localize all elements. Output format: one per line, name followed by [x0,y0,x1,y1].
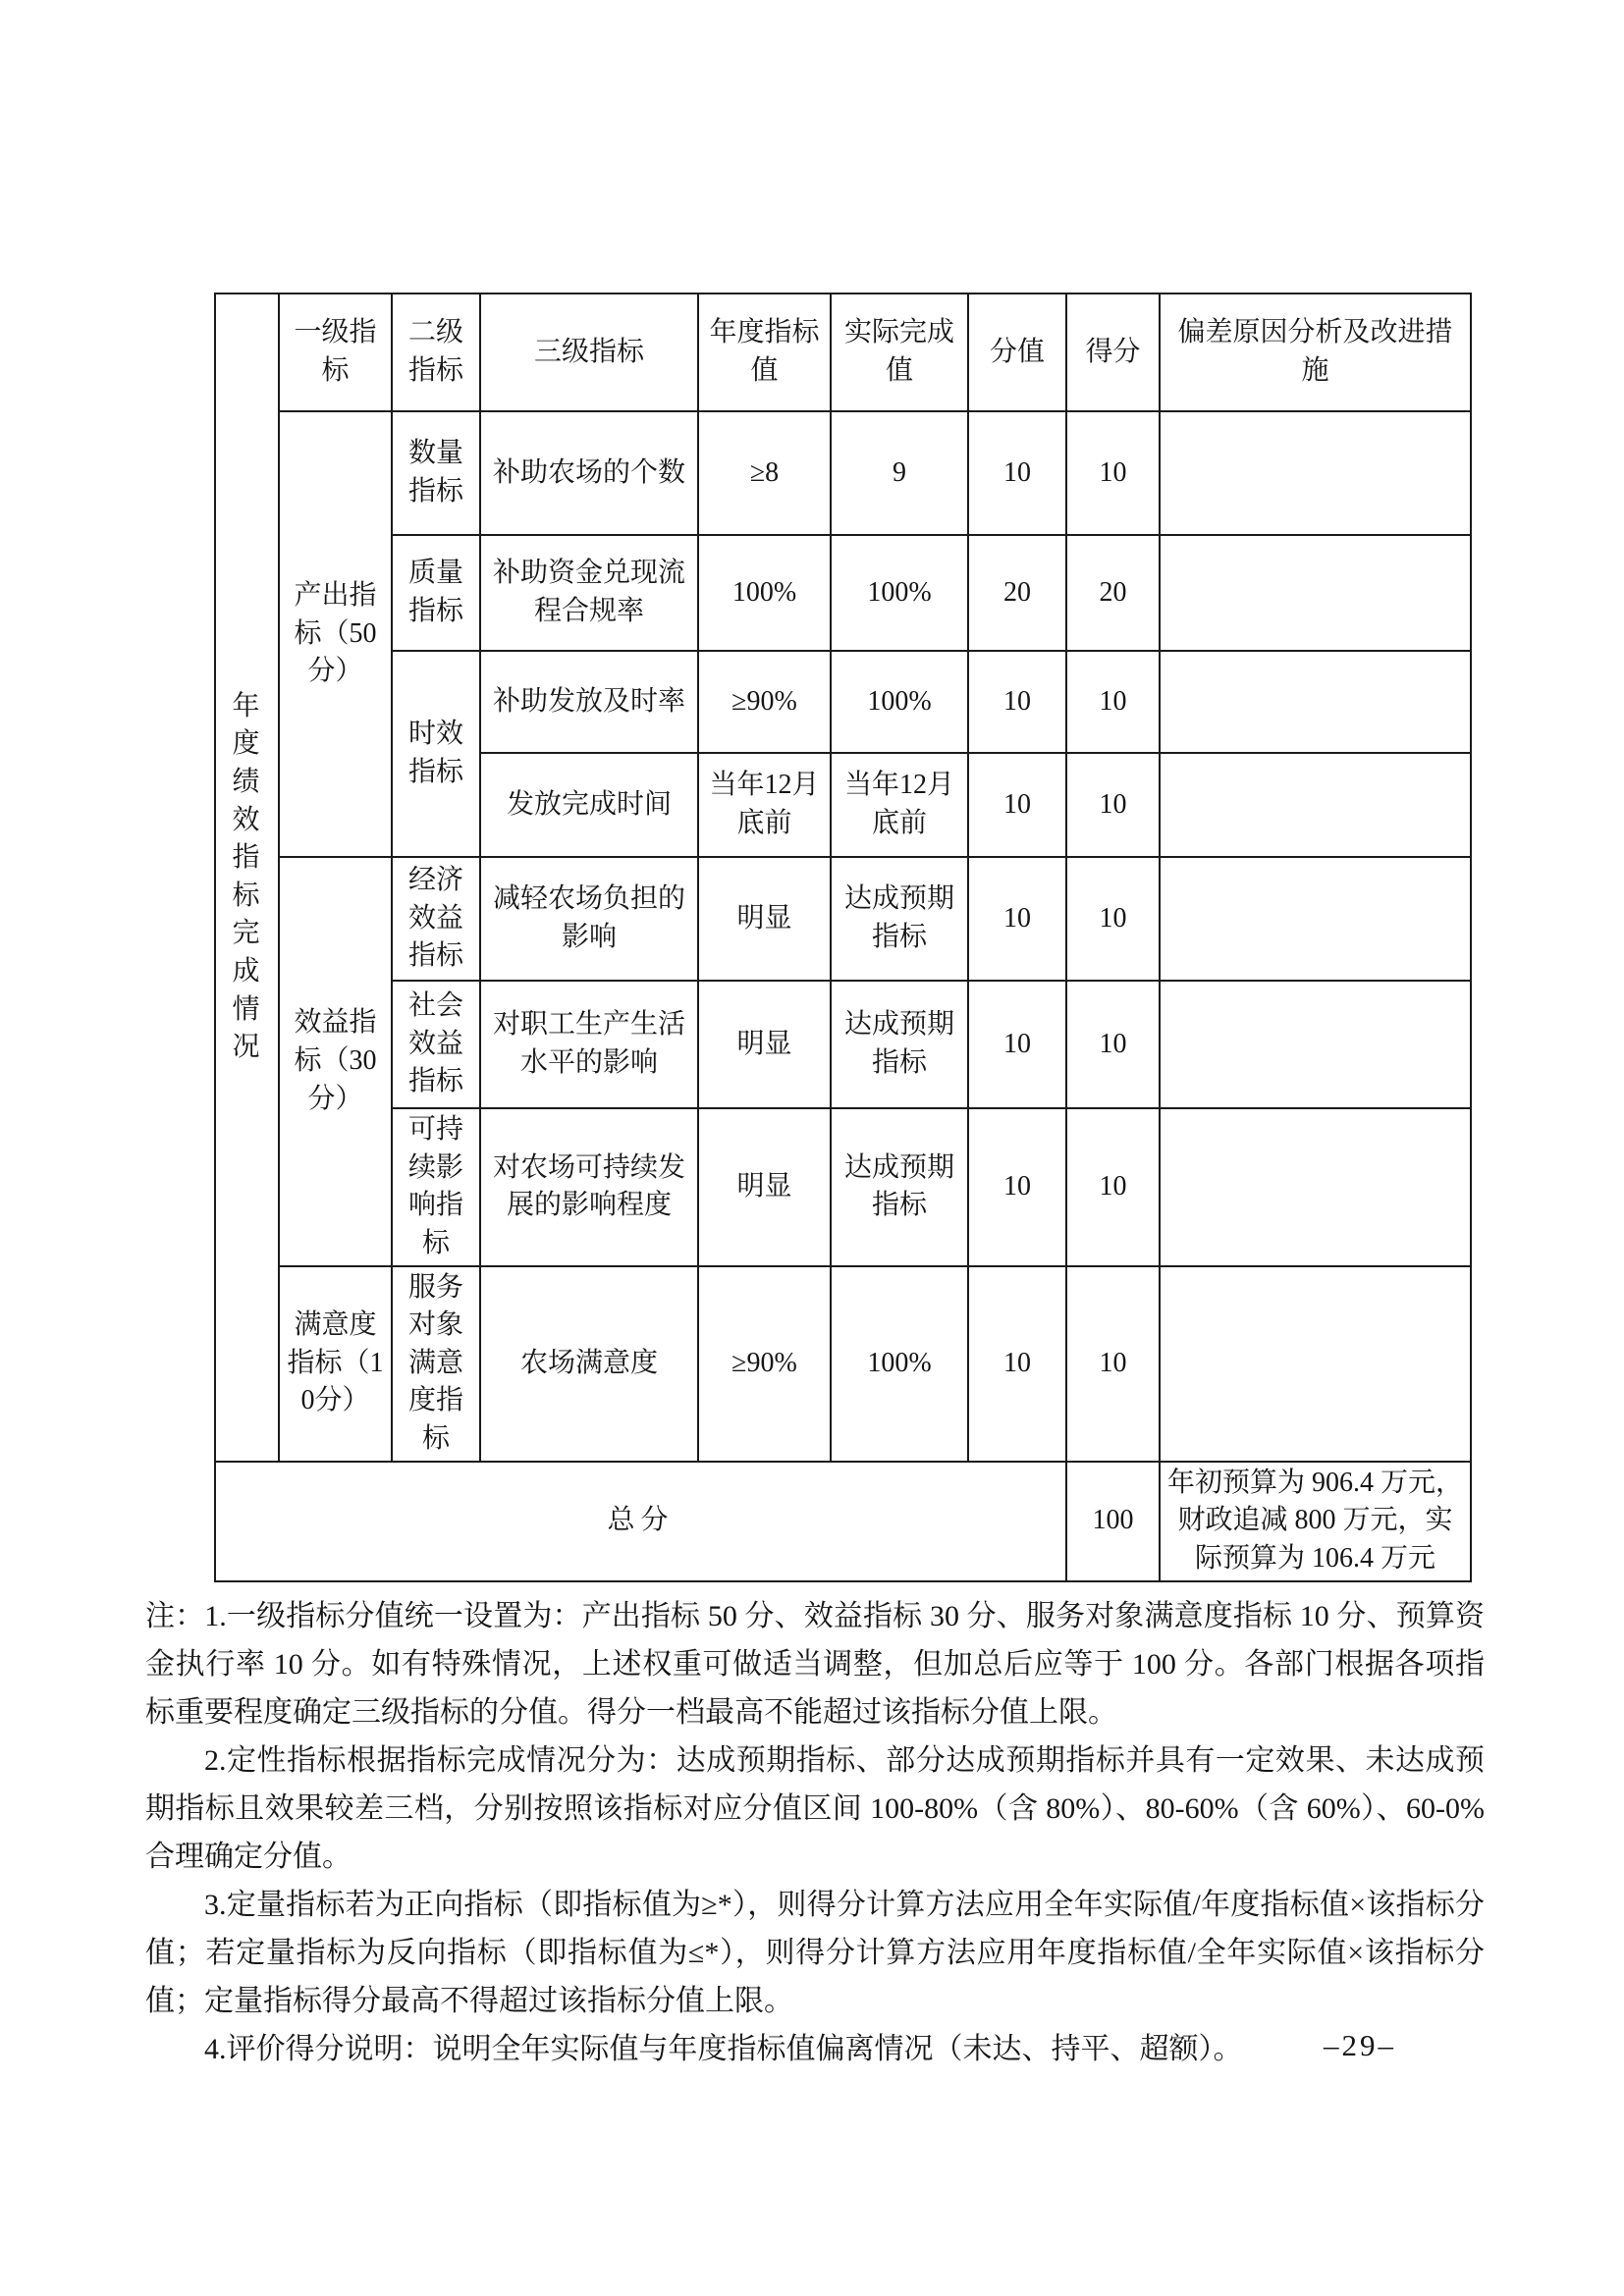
total-budget-remark: 年初预算为 906.4 万元，财政追减 800 万元，实际预算为 106.4 万元 [1160,1462,1471,1581]
note-3: 3.定量指标若为正向指标（即指标值为≥*），则得分计算方法应用全年实际值/年度指标值×该指标分值；若定量指标为反向指标（即指标值为≤*），则得分计算方法应用年度指标值/全年实际值×该指标分值；定量指标得分最高不得超过该指标分值上限。 [145,1889,1485,2017]
cell-score: 10 [1066,651,1160,753]
note-4: 4.评价得分说明：说明全年实际值与年度指标值偏离情况（未达、持平、超额）。 [204,2033,1243,2065]
cell-actual: 达成预期指标 [831,857,968,981]
cell-indicator: 补助发放及时率 [480,651,698,753]
cell-level2: 质量指标 [392,535,480,651]
header-actual: 实际完成值 [831,294,968,411]
table-row [215,1108,1471,1266]
table-header-row [215,294,1471,411]
cell-deviation [1160,753,1471,857]
cell-deviation [1160,1266,1471,1462]
cell-annual-target: 100% [698,535,831,651]
cell-score: 10 [1066,981,1160,1108]
cell-points: 10 [968,411,1066,535]
header-level3: 三级指标 [480,294,698,411]
cell-actual: 100% [831,651,968,753]
cell-points: 10 [968,753,1066,857]
cell-annual-target: 明显 [698,1108,831,1266]
cell-actual: 当年12月底前 [831,753,968,857]
cell-level2-timeliness: 时效指标 [392,651,480,857]
cell-level2: 经济效益指标 [392,857,480,981]
cell-indicator: 对农场可持续发展的影响程度 [480,1108,698,1266]
cell-indicator: 对职工生产生活水平的影响 [480,981,698,1108]
cell-level1-benefit: 效益指标（30分） [279,857,392,1266]
cell-deviation [1160,981,1471,1108]
header-points: 分值 [968,294,1066,411]
header-level1: 一级指标 [279,294,392,411]
cell-annual-target: 明显 [698,857,831,981]
cell-deviation [1160,535,1471,651]
total-score: 100 [1066,1462,1160,1581]
header-level2: 二级指标 [392,294,480,411]
cell-level2: 可持续影响指标 [392,1108,480,1266]
header-deviation: 偏差原因分析及改进措施 [1160,294,1471,411]
cell-level2: 数量指标 [392,411,480,535]
cell-score: 10 [1066,1108,1160,1266]
cell-actual: 达成预期指标 [831,981,968,1108]
cell-score: 10 [1066,753,1160,857]
table-notes [145,1592,1485,2073]
table-row [215,535,1471,651]
cell-deviation [1160,1108,1471,1266]
cell-actual: 100% [831,535,968,651]
cell-actual: 100% [831,1266,968,1462]
total-label: 总分 [215,1462,1066,1581]
cell-indicator: 减轻农场负担的影响 [480,857,698,981]
cell-indicator: 补助资金兑现流程合规率 [480,535,698,651]
cell-level1-output: 产出指标（50分） [279,411,392,857]
cell-indicator: 补助农场的个数 [480,411,698,535]
cell-annual-target: ≥8 [698,411,831,535]
cell-level2: 服务对象满意度指标 [392,1266,480,1462]
cell-annual-target: ≥90% [698,651,831,753]
table-row [215,651,1471,753]
table-total-row [215,1462,1471,1581]
cell-deviation [1160,651,1471,753]
cell-score: 10 [1066,857,1160,981]
cell-indicator: 农场满意度 [480,1266,698,1462]
cell-deviation [1160,411,1471,535]
page-number: –29– [1324,2028,1396,2062]
table-row [215,981,1471,1108]
table-row [215,857,1471,981]
cell-actual: 9 [831,411,968,535]
table-row [215,411,1471,535]
cell-points: 10 [968,1108,1066,1266]
cell-score: 20 [1066,535,1160,651]
cell-score: 10 [1066,1266,1160,1462]
cell-points: 10 [968,651,1066,753]
cell-annual-target: 明显 [698,981,831,1108]
performance-indicator-table [214,293,1472,1582]
cell-points: 10 [968,981,1066,1108]
cell-level1-satisfaction: 满意度指标（10分） [279,1266,392,1462]
table-row [215,1266,1471,1462]
cell-score: 10 [1066,411,1160,535]
cell-deviation [1160,857,1471,981]
note-2: 2.定性指标根据指标完成情况分为：达成预期指标、部分达成预期指标并具有一定效果、未达成预期指标且效果较差三档，分别按照该指标对应分值区间 100-80%（含 80%）、80-60%（含 60%）、60-0%合理确定分值。 [145,1744,1485,1873]
cell-annual-target: ≥90% [698,1266,831,1462]
cell-points: 20 [968,535,1066,651]
cell-indicator: 发放完成时间 [480,753,698,857]
cell-annual-target: 当年12月底前 [698,753,831,857]
cell-level2: 社会效益指标 [392,981,480,1108]
cell-actual: 达成预期指标 [831,1108,968,1266]
header-annual-target: 年度指标值 [698,294,831,411]
note-1: 注：1.一级指标分值统一设置为：产出指标 50 分、效益指标 30 分、服务对象满意度指标 10 分、预算资金执行率 10 分。如有特殊情况，上述权重可做适当调整，但加总后应等于 100 分。各部门根据各项指标重要程度确定三级指标的分值。得分一档最高不能超过该指标分值上限。 [145,1600,1485,1729]
section-label-annual-performance: 年度绩效指标完成情况 [215,294,279,1462]
cell-points: 10 [968,857,1066,981]
header-score: 得分 [1066,294,1160,411]
cell-points: 10 [968,1266,1066,1462]
